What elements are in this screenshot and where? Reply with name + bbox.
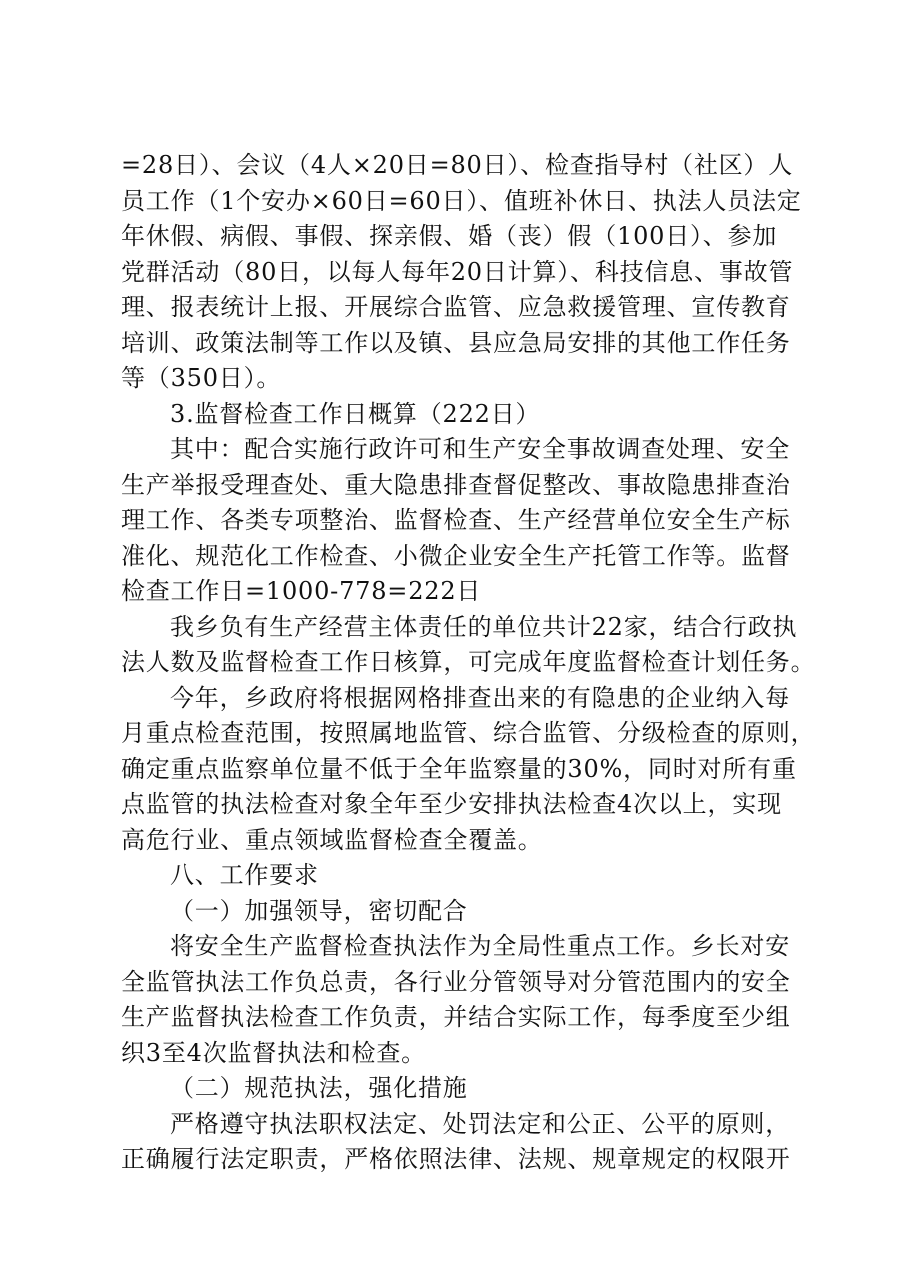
text-line: 严格遵守执法职权法定、处罚法定和公正、公平的原则， [170,1109,790,1138]
text-line: 年休假、病假、事假、探亲假、婚（丧）假（100日）、参加 [121,222,778,250]
text-line: 检查工作日=1000-778=222日 [121,577,482,605]
text-line: 月重点检查范围，按照属地监管、综合监管、分级检查的原则， [121,719,816,747]
subsection-heading: （二）规范执法，强化措施 [170,1074,468,1102]
text-line: 今年，乡政府将根据网格排查出来的有隐患的企业纳入每 [170,683,790,712]
text-line: 等（350日）。 [121,364,282,392]
text-line: 生产举报受理查处、重大隐患排查督促整改、事故隐患排查治 [121,470,791,499]
section-heading: 3.监督检查工作日概算（222日） [170,399,541,428]
text-line: 理、报表统计上报、开展综合监管、应急救援管理、宣传教育 [121,293,791,321]
text-line: 我乡负有生产经营主体责任的单位共计22家，结合行政执 [170,612,798,641]
text-line: 其中：配合实施行政许可和生产安全事故调查处理、安全 [170,435,790,463]
text-line: 将安全生产监督检查执法作为全局性重点工作。乡长对安 [170,932,790,960]
section-heading: 八、工作要求 [170,861,319,889]
text-line: 法人数及监督检查工作日核算，可完成年度监督检查计划任务。 [121,648,816,676]
subsection-heading: （一）加强领导，密切配合 [170,896,468,925]
text-line: =28日）、会议（4人×20日=80日）、检查指导村（社区）人 [121,151,794,179]
text-line: 员工作（1个安办×60日=60日）、值班补休日、执法人员法定 [121,186,802,215]
text-line: 党群活动（80日，以每人每年20日计算）、科技信息、事故管 [121,257,794,286]
text-line: 准化、规范化工作检查、小微企业安全生产托管工作等。监督 [121,541,791,570]
text-line: 正确履行法定职责，严格依照法律、法规、规章规定的权限开 [121,1145,791,1173]
document-body [121,148,816,1178]
text-line: 全监管执法工作负总责，各行业分管领导对分管范围内的安全 [121,967,791,996]
text-line: 点监管的执法检查对象全年至少安排执法检查4次以上，实现 [121,790,782,818]
text-line: 高危行业、重点领域监督检查全覆盖。 [121,825,543,854]
text-line: 织3至4次监督执法和检查。 [121,1038,426,1067]
text-line: 理工作、各类专项整治、监督检查、生产经营单位安全生产标 [121,506,791,534]
text-line: 生产监督执法检查工作负责，并结合实际工作，每季度至少组 [121,1003,791,1031]
text-line: 培训、政策法制等工作以及镇、县应急局安排的其他工作任务 [121,328,791,357]
text-line: 确定重点监察单位量不低于全年监察量的30%，同时对所有重 [121,754,797,783]
